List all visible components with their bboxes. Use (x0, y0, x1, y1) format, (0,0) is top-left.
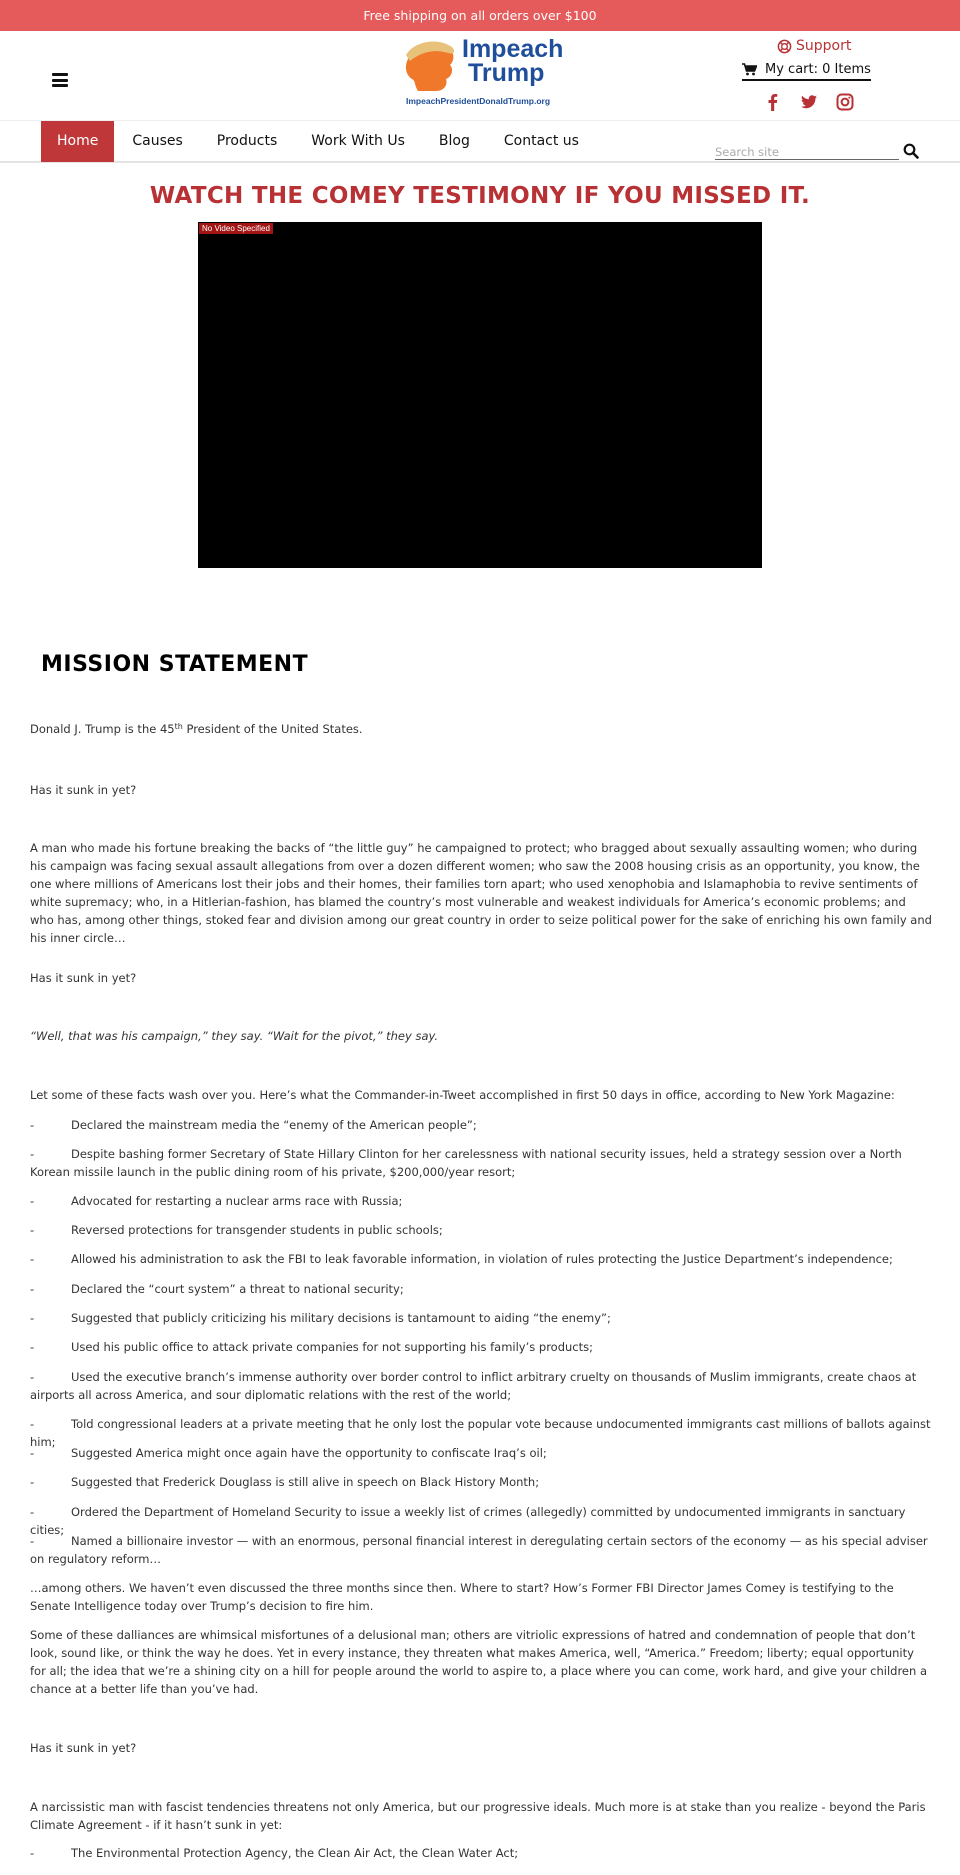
logo-line-2: Trump (468, 59, 545, 87)
bullet-dash: - (30, 1118, 35, 1132)
fact-text: Suggested America might once again have the opportunity to confiscate Iraq’s oil; (71, 1446, 547, 1460)
fact-item (30, 1473, 932, 1491)
fact-text: Despite bashing former Secretary of State Hillary Clinton for her carelessness with national security issues, held a strategy session over a North Korean missile launch in the public dining room of his private, $200,000/year resort; (30, 1147, 902, 1179)
bullet-dash: - (30, 1147, 35, 1161)
support-link[interactable] (777, 38, 851, 54)
fact-text: Named a billionaire investor — with an enormous, personal financial interest in deregulating certain sectors of the economy — as his special adviser on regulatory reform… (30, 1534, 928, 1566)
bullet-dash: - (30, 1846, 35, 1860)
social-links (764, 93, 854, 111)
lifebuoy-icon (777, 39, 792, 54)
bullet-dash: - (30, 1340, 35, 1354)
bullet-dash: - (30, 1505, 35, 1519)
fact-item (30, 1368, 932, 1404)
logo-line-1: Impeach (462, 35, 564, 63)
main-nav (0, 120, 960, 163)
fact-text: Allowed his administration to ask the FBI to leak favorable information, in violation of rules protecting the Justice Department’s independence; (71, 1252, 893, 1266)
nav-item-contact-us[interactable]: Contact us (503, 133, 579, 149)
facebook-icon[interactable] (764, 93, 782, 111)
fact-item (30, 1338, 932, 1356)
mission-title: MISSION STATEMENT (41, 652, 309, 677)
bullet-dash: - (30, 1370, 35, 1384)
bullet-dash: - (30, 1282, 35, 1296)
logo-title (462, 37, 563, 85)
logo-url: ImpeachPresidentDonaldTrump.org (406, 96, 551, 106)
bullet-dash: - (30, 1475, 35, 1489)
instagram-icon[interactable] (836, 93, 854, 111)
cart-link[interactable] (742, 62, 871, 81)
fact-item (30, 1444, 932, 1462)
nav-item-work-with-us[interactable]: Work With Us (311, 133, 405, 149)
fact-item (30, 1844, 932, 1862)
fact-item (30, 1116, 932, 1134)
bullet-dash: - (30, 1534, 35, 1548)
search-input[interactable] (715, 143, 899, 161)
fact-text: Advocated for restarting a nuclear arms race with Russia; (71, 1194, 403, 1208)
nav-item-home[interactable]: Home (41, 121, 114, 162)
search-icon[interactable] (903, 143, 919, 159)
fact-item (30, 1532, 932, 1568)
sunk-in-line: Has it sunk in yet? (30, 783, 137, 797)
cart-label: My cart: 0 Items (765, 62, 871, 77)
paragraph-3: A narcissistic man with fascist tendencies threatens not only America, but our progressive ideals. Much more is at stake than you realize - beyond the Paris Climate Agreement - if it hasn’t sunk in yet: (30, 1800, 926, 1832)
intro-text-end: President of the United States. (182, 722, 363, 736)
fact-text: Used his public office to attack private companies for not supporting his family’s products; (71, 1340, 593, 1354)
fact-item (30, 1309, 932, 1327)
fact-text: Suggested that publicly criticizing his military decisions is tantamount to aiding “the enemy”; (71, 1311, 611, 1325)
site-logo[interactable] (398, 33, 568, 109)
promo-banner: Free shipping on all orders over $100 (0, 0, 960, 31)
fact-item (30, 1280, 932, 1298)
fact-text: The Environmental Protection Agency, the Clean Air Act, the Clean Water Act; (71, 1846, 519, 1860)
support-label: Support (796, 38, 852, 54)
video-player[interactable] (198, 222, 762, 568)
sunk-in-line: Has it sunk in yet? (30, 971, 137, 985)
fact-text: Suggested that Frederick Douglass is still alive in speech on Black History Month; (71, 1475, 540, 1489)
bullet-dash: - (30, 1223, 35, 1237)
site-header (0, 31, 960, 120)
bullet-dash: - (30, 1252, 35, 1266)
bullet-dash: - (30, 1311, 35, 1325)
paragraph-1: A man who made his fortune breaking the backs of “the little guy” he campaigned to protect; who bragged about sexually assaulting women; who during his campaign was facing sexual assault allegations from over a dozen different women; who saw the 2008 housing crisis as an opportunity, you know, the one where millions of Americans lost their jobs and their homes, their families torn apart; who used xenophobia and Islamaphobia to revive sentiments of white supremacy; who, in a Hitlerian-fashion, has blamed the country’s most vulnerable and weakest individuals for America’s economic problems; and who has, among other things, stoked fear and division among our great country in order to seize political power for the sake of enriching his own family and his inner circle… (30, 841, 932, 945)
bullet-dash: - (30, 1194, 35, 1208)
quote-line: “Well, that was his campaign,” they say. “Wait for the pivot,” they say. (30, 1029, 439, 1043)
paragraph-2: Some of these dalliances are whimsical misfortunes of a delusional man; others are vitriolic expressions of hatred and condemnation of people that don’t look, sound like, or think the way he does. Yet in every instance, they threaten what makes America, well, “America.” Freedom; liberty; equal opportunity for all; the idea that we’re a shining city on a hill for people around the world to aspire to, a place where you can come, work hard, and give your children a chance at a better life than you’ve had. (30, 1628, 927, 1696)
nav-item-products[interactable]: Products (216, 133, 278, 149)
fact-text: Ordered the Department of Homeland Security to issue a weekly list of crimes (allegedly) committed by undocumented immigrants in sanctuary cities; (30, 1505, 906, 1537)
among-others-paragraph: …among others. We haven’t even discussed the three months since then. Where to start? How’s Former FBI Director James Comey is testifying to the Senate Intelligence today over Trump’s decision to fire him. (30, 1581, 894, 1613)
fact-text: Declared the mainstream media the “enemy of the American people”; (71, 1118, 477, 1132)
fact-item (30, 1145, 932, 1181)
fact-text: Told congressional leaders at a private meeting that he only lost the popular vote because undocumented immigrants cast millions of ballots against him; (30, 1417, 931, 1449)
bullet-dash: - (30, 1417, 35, 1431)
trump-silhouette-icon (400, 37, 460, 93)
sunk-in-line: Has it sunk in yet? (30, 1741, 137, 1755)
intro-paragraph (30, 720, 932, 738)
video-error-badge: No Video Specified (199, 223, 273, 234)
intro-text: Donald J. Trump is the 45 (30, 722, 175, 736)
bullet-dash: - (30, 1446, 35, 1460)
facts-intro: Let some of these facts wash over you. Here’s what the Commander-in-Tweet accomplished in first 50 days in office, according to New York Magazine: (30, 1088, 895, 1102)
fact-text: Used the executive branch’s immense authority over border control to inflict arbitrary cruelty on thousands of Muslim immigrants, create chaos at airports all across America, and sour diplomatic relations with the rest of the world; (30, 1370, 917, 1402)
search-field (715, 141, 899, 160)
fact-text: Reversed protections for transgender students in public schools; (71, 1223, 443, 1237)
hamburger-menu-icon[interactable] (52, 73, 68, 87)
fact-item (30, 1192, 932, 1210)
twitter-icon[interactable] (800, 93, 818, 111)
page-headline: WATCH THE COMEY TESTIMONY IF YOU MISSED IT. (149, 183, 811, 209)
fact-item (30, 1221, 932, 1239)
fact-text: Declared the “court system” a threat to national security; (71, 1282, 404, 1296)
fact-item (30, 1250, 932, 1268)
intro-superscript: th (174, 722, 183, 731)
cart-icon (742, 63, 757, 76)
nav-item-causes[interactable]: Causes (132, 133, 183, 149)
nav-item-blog[interactable]: Blog (438, 133, 470, 149)
